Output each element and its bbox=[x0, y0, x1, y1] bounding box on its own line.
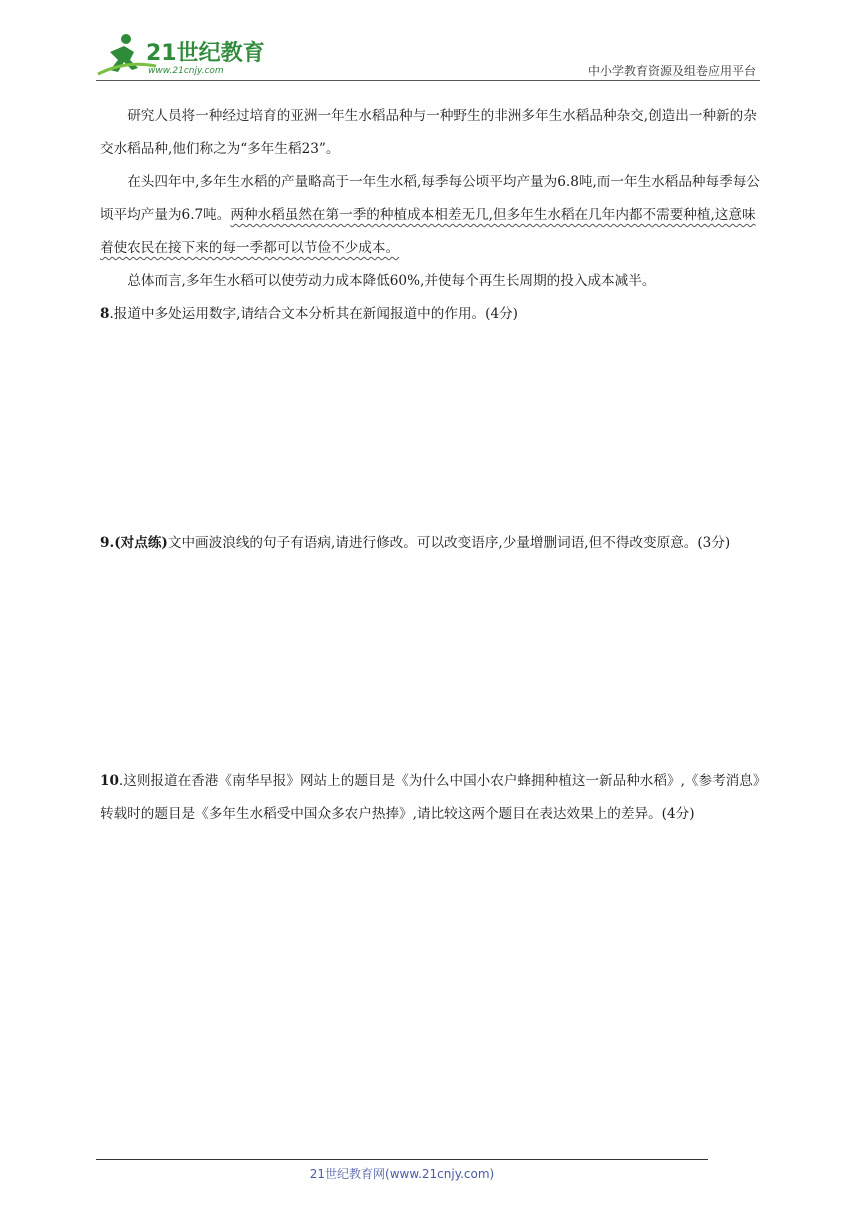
answer-space[interactable] bbox=[100, 560, 764, 765]
page-header bbox=[96, 30, 760, 82]
document-body bbox=[100, 100, 764, 831]
page-footer[interactable]: 21世纪教育网(www.21cnjy.com) bbox=[309, 1167, 495, 1181]
logo-text: 21世纪教育 bbox=[146, 41, 265, 66]
passage-paragraph-2-plain: 在头四年中,多年生水稻的产量略高于一年生水稻,每季每公顷平均产量为6.8吨,而一年生水稻品种每季每公顷平均产量为6.7吨。 bbox=[100, 174, 760, 223]
answer-space[interactable] bbox=[100, 331, 764, 527]
question-number: 9 bbox=[100, 535, 110, 551]
passage-paragraph-2 bbox=[100, 166, 764, 265]
passage-paragraph-1: 研究人员将一种经过培育的亚洲一年生水稻品种与一种野生的非洲多年生水稻品种杂交,创造出一种新的杂交水稻品种,他们称之为“多年生稻23”。 bbox=[100, 108, 757, 157]
footer-divider bbox=[96, 1159, 708, 1160]
question-number: 8 bbox=[100, 306, 110, 322]
site-logo bbox=[96, 30, 266, 80]
header-divider bbox=[96, 80, 760, 81]
platform-name: 中小学教育资源及组卷应用平台 bbox=[587, 64, 756, 78]
question-tag: .(对点练) bbox=[109, 535, 168, 551]
question-number: 10 bbox=[100, 773, 119, 789]
question-8 bbox=[100, 298, 764, 331]
passage-paragraph-3: 总体而言,多年生水稻可以使劳动力成本降低60%,并使每个再生长周期的投入成本减半。 bbox=[127, 273, 656, 289]
question-text: 文中画波浪线的句子有语病,请进行修改。可以改变语序,少量增删词语,但不得改变原意。(3分) bbox=[167, 535, 731, 551]
wavy-underlined-sentence: 两种水稻虽然在第一季的种植成本相差无几,但多年生水稻在几年内都不需要种植,这意味着使农民在接下来的每一季都可以节俭不少成本。 bbox=[100, 207, 756, 256]
question-10 bbox=[100, 765, 764, 831]
question-text: .这则报道在香港《南华早报》网站上的题目是《为什么中国小农户蜂拥种植这一新品种水稻》,《参考消息》转载时的题目是《多年生水稻受中国众多农户热捧》,请比较这两个题目在表达效果上的差异。(4分) bbox=[100, 773, 760, 822]
question-9 bbox=[100, 527, 764, 560]
logo-url: www.21cnjy.com bbox=[148, 66, 224, 76]
question-text: .报道中多处运用数字,请结合文本分析其在新闻报道中的作用。(4分) bbox=[109, 306, 518, 322]
